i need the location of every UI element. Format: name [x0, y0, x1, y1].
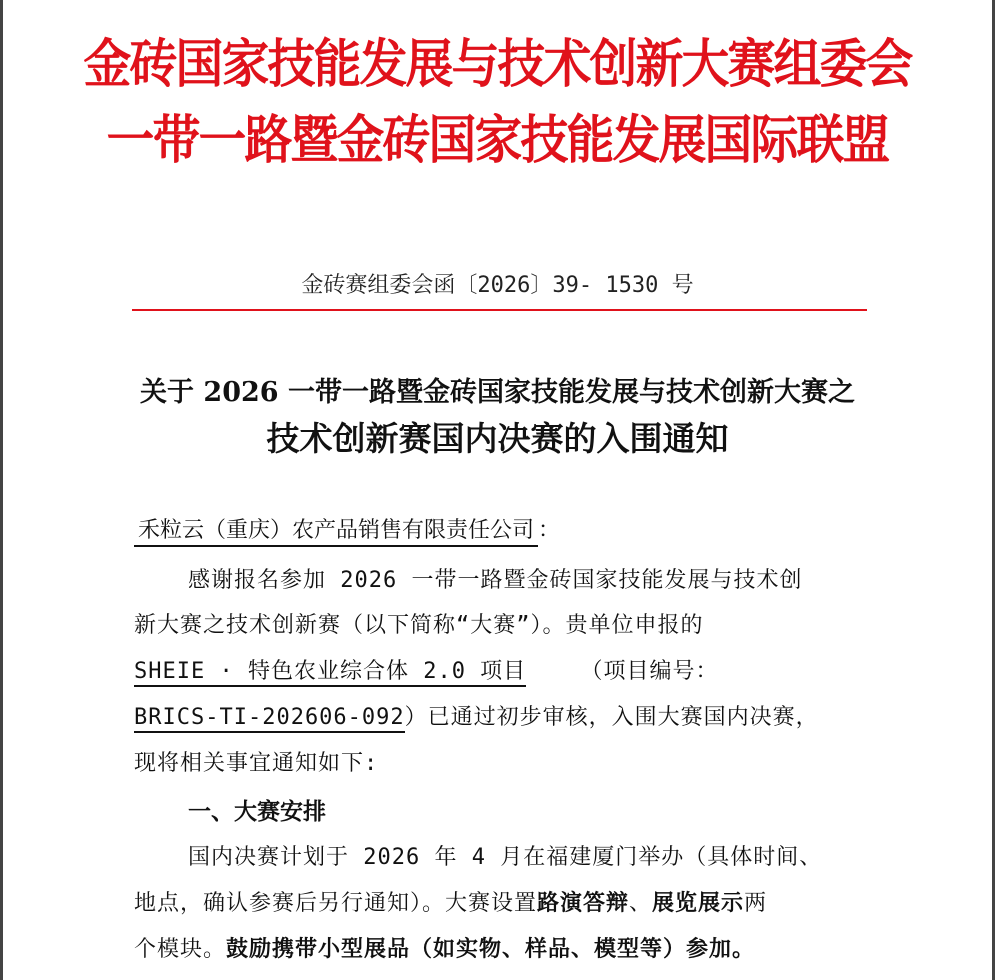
project-number-label: （项目编号：: [580, 659, 719, 684]
module-exhibition: 展览展示: [652, 891, 745, 916]
project-number: BRICS-TI-202606-092: [134, 705, 405, 733]
section1-line-2: [134, 886, 866, 917]
notice-title-line1: 关于 2026 一带一路暨金砖国家技能发展与技术创新大赛之: [140, 377, 855, 408]
module-roadshow: 路演答辩: [537, 891, 630, 916]
section1-separator: 、: [629, 891, 653, 916]
recipient: [134, 513, 560, 544]
recipient-suffix: ：: [538, 518, 561, 543]
body-line-4-rest: ）已通过初步审核，入围大赛国内决赛，: [404, 705, 819, 730]
project-name: SHEIE · 特色农业综合体 2.0 项目: [134, 659, 526, 687]
notice-title-line2: 技术创新赛国内决赛的入围通知: [266, 419, 729, 458]
red-divider: [132, 309, 867, 311]
body-line-3: [134, 654, 866, 685]
exhibit-encouragement: 鼓励携带小型展品（如实物、样品、模型等）参加。: [226, 937, 756, 962]
page-left-edge: [0, 0, 3, 980]
section1-line-1: 国内决赛计划于 2026 年 4 月在福建厦门举办（具体时间、: [188, 845, 823, 870]
section1-line-3-text: 个模块。: [134, 937, 227, 962]
body-line-2: 新大赛之技术创新赛（以下简称“大赛”）。贵单位申报的: [134, 613, 704, 638]
body-line-4: [134, 700, 866, 731]
body-line-1: 感谢报名参加 2026 一带一路暨金砖国家技能发展与技术创: [188, 568, 803, 593]
letterhead-organizing-committee: 金砖国家技能发展与技术创新大赛组委会: [83, 34, 912, 95]
section1-line-2-text: 地点，确认参赛后另行通知）。大赛设置: [134, 891, 538, 916]
section1-line-3: [134, 932, 866, 963]
body-line-5: 现将相关事宜通知如下:: [134, 751, 379, 776]
section1-line-2-end: 两: [744, 891, 768, 916]
document-number: 金砖赛组委会函〔2026〕39- 1530 号: [301, 273, 694, 298]
recipient-name: 禾粒云（重庆）农产品销售有限责任公司: [134, 518, 538, 547]
letterhead-alliance: 一带一路暨金砖国家技能发展国际联盟: [106, 110, 889, 171]
section-heading-arrangement: 一、大赛安排: [188, 799, 326, 825]
